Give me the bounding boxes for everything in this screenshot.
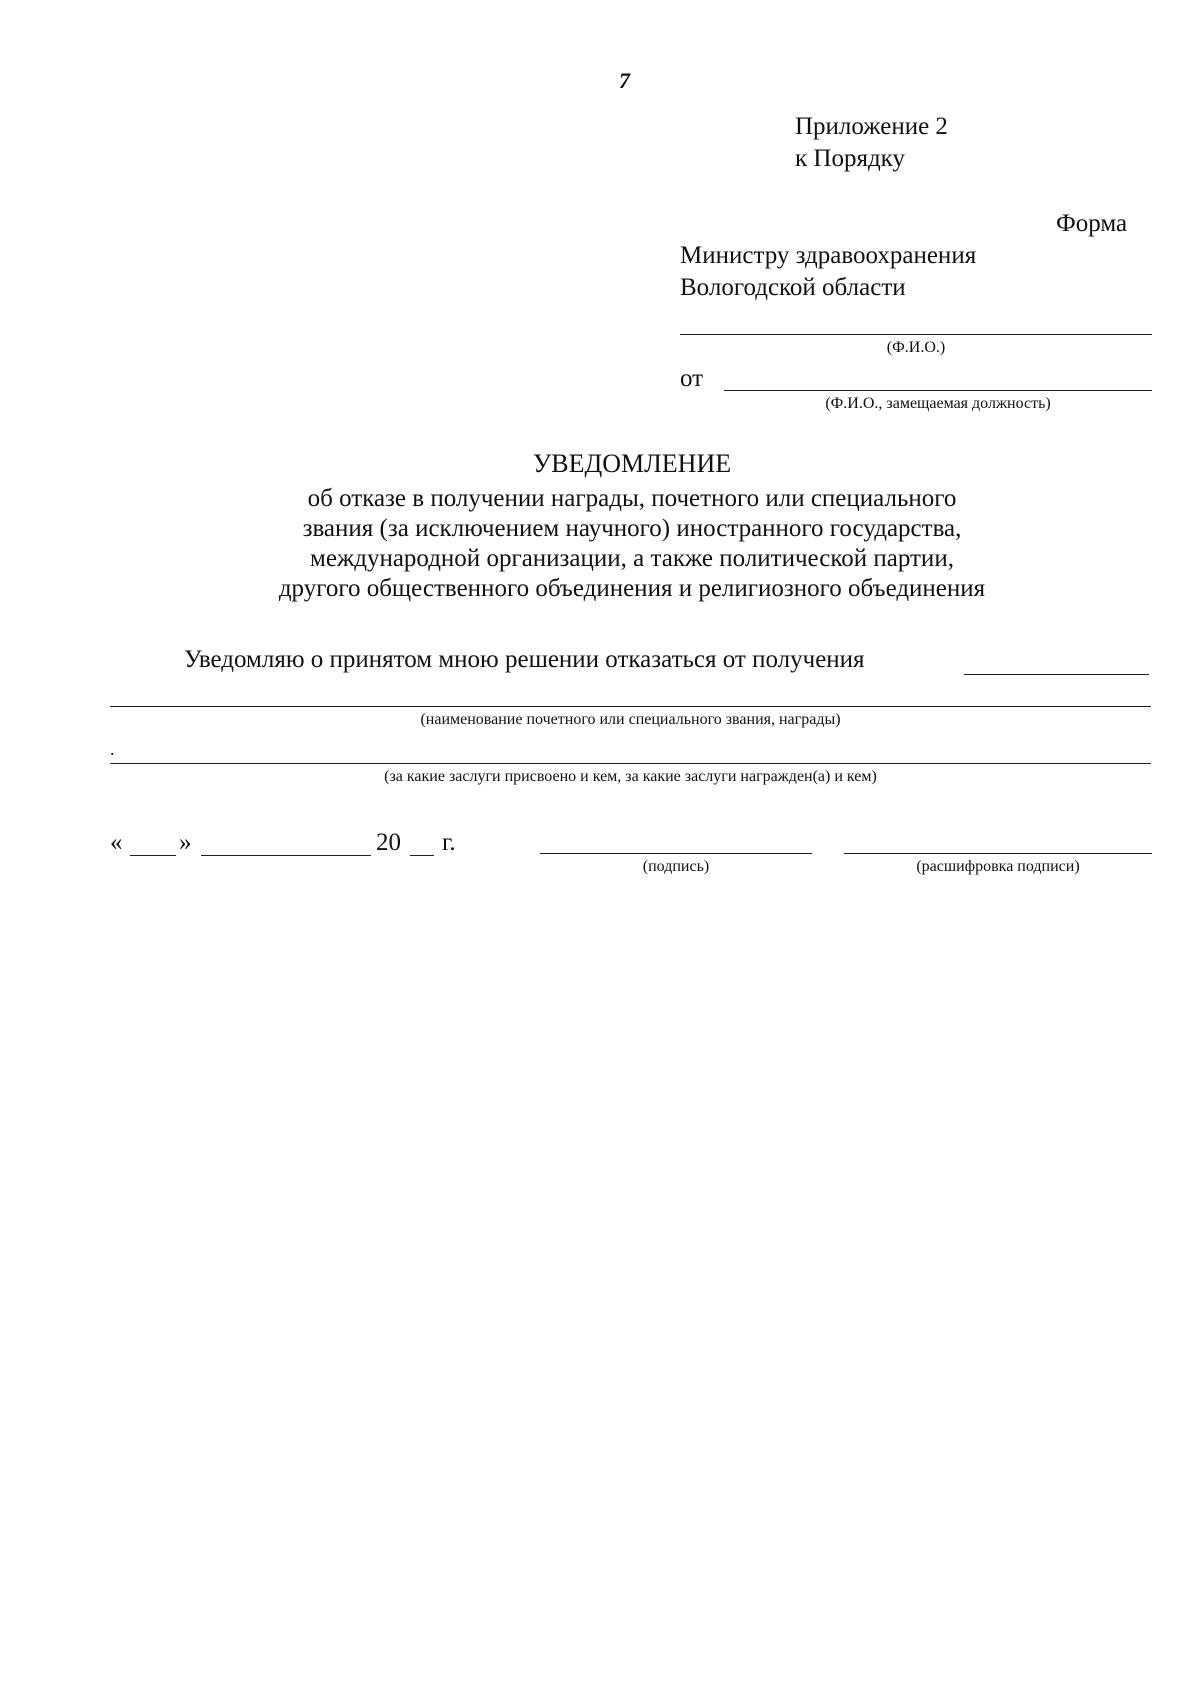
sender-fio-caption: (Ф.И.О., замещаемая должность) [825, 395, 1051, 412]
addressee-line-2: Вологодской области [680, 274, 906, 301]
notification-body-text: Уведомляю о принятом мною решении отказаться от получения [184, 646, 865, 673]
addressee-line-1: Министру здравоохранения [680, 242, 977, 269]
signature-decode-caption: (расшифровка подписи) [916, 858, 1080, 875]
appendix-reference [795, 111, 948, 175]
signature-decode-field-line[interactable] [844, 853, 1152, 854]
date-year-field-line[interactable] [410, 855, 434, 856]
addressee-fio-field-line[interactable] [680, 334, 1152, 335]
date-quote-open: « [110, 829, 123, 856]
subtitle-line-4: другого общественного объединения и религиозного объединения [278, 575, 986, 602]
merit-field-line[interactable] [110, 763, 1151, 764]
date-month-field-line[interactable] [201, 855, 371, 856]
date-year-suffix: г. [442, 829, 456, 856]
signature-field-line[interactable] [540, 853, 812, 854]
merit-caption: (за какие заслуги присвоено и кем, за какие заслуги награжден(а) и кем) [384, 768, 877, 785]
signature-caption: (подпись) [642, 858, 710, 875]
award-inline-field-line[interactable] [964, 674, 1149, 675]
subtitle-line-1: об отказе в получении награды, почетного или специального [307, 485, 957, 512]
addressee-block [680, 240, 976, 304]
document-subtitle [0, 484, 1200, 604]
date-day-field-line[interactable] [130, 855, 176, 856]
appendix-line-1: Приложение 2 [795, 113, 948, 140]
appendix-line-2: к Порядку [795, 145, 905, 172]
page-number: 7 [619, 68, 630, 93]
sender-fio-field-line[interactable] [724, 390, 1152, 391]
form-label: Форма [1056, 210, 1128, 237]
date-quote-close: » [179, 829, 192, 856]
date-year-prefix: 20 [376, 829, 401, 856]
subtitle-line-2: звания (за исключением научного) иностранного государства, [302, 515, 962, 542]
award-name-caption: (наименование почетного или специального звания, награды) [420, 711, 841, 728]
subtitle-line-3: международной организации, а также политической партии, [310, 545, 954, 572]
from-label: от [680, 365, 704, 392]
document-title: УВЕДОМЛЕНИЕ [532, 449, 732, 478]
addressee-fio-caption: (Ф.И.О.) [886, 339, 946, 356]
dot-mark: . [110, 739, 115, 759]
award-name-field-line[interactable] [110, 706, 1151, 707]
